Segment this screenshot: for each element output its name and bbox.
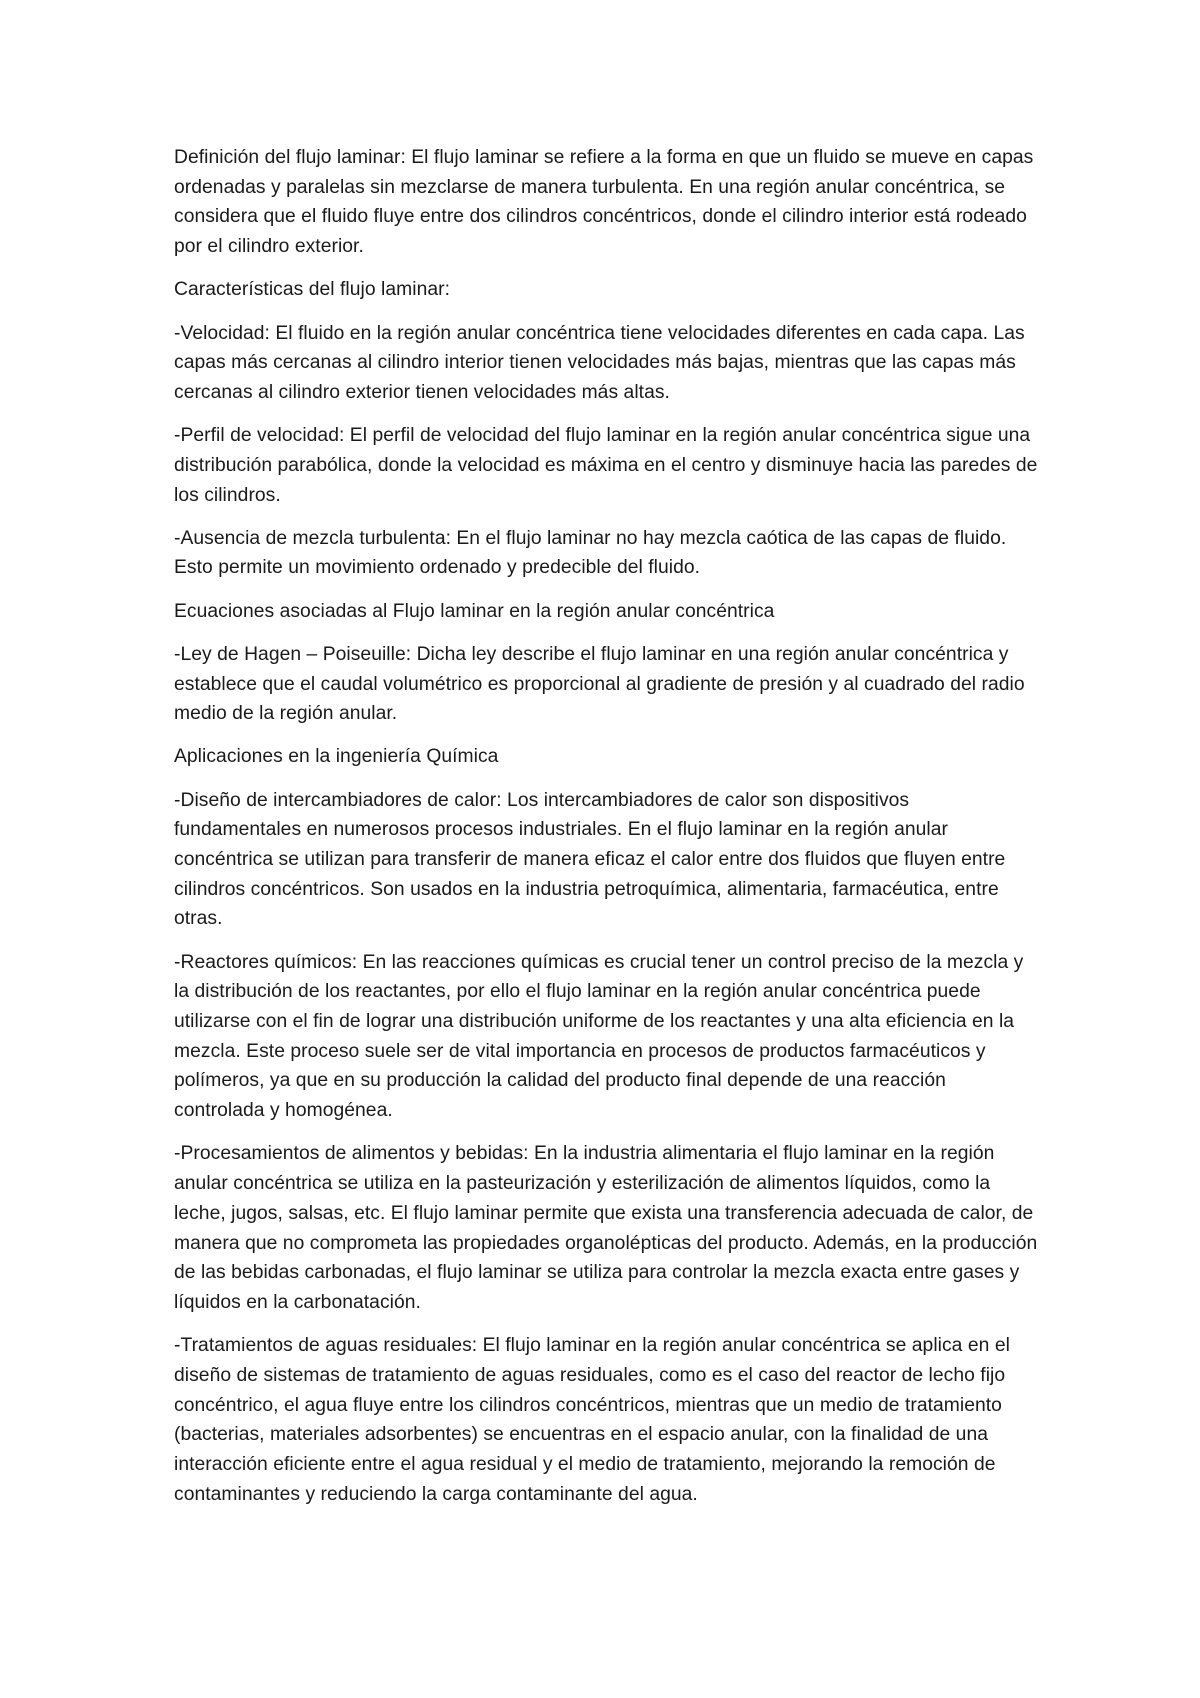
heading-characteristics: Características del flujo laminar:: [174, 279, 451, 301]
paragraph-no-turbulence: -Ausencia de mezcla turbulenta: En el flujo laminar no hay mezcla caótica de las capas de fluido. Esto permite un movimiento ordenado y predecible del fluido.: [174, 527, 1007, 579]
paragraph-heat-exchangers: -Diseño de intercambiadores de calor: Los intercambiadores de calor son dispositivos fundamentales en numerosos procesos industriales. En el flujo laminar en la región anular concéntrica se utilizan para transferir de manera eficaz el calor entre dos fluidos que fluyen entre cilindros concéntricos. Son usados en la industria petroquímica, alimentaria, farmacéutica, entre otras.: [174, 789, 1006, 930]
paragraph-food-processing: -Procesamientos de alimentos y bebidas: En la industria alimentaria el flujo laminar en la región anular concéntrica se utiliza en la pasteurización y esterilización de alimentos líquidos, como la leche, jugos, salsas, etc. El flujo laminar permite que exista una transferencia adecuada de calor, de manera que no comprometa las propiedades organolépticas del producto. Además, en la producción de las bebidas carbonadas, el flujo laminar se utiliza para controlar la mezcla exacta entre gases y líquidos en la carbonatación.: [174, 1143, 1038, 1313]
paragraph-definition: Definición del flujo laminar: El flujo laminar se refiere a la forma en que un fluido se mueve en capas ordenadas y paralelas sin mezclarse de manera turbulenta. En una región anular concéntrica, se considera que el fluido fluye entre dos cilindros concéntricos, donde el cilindro interior está rodeado por el cilindro exterior.: [174, 147, 1034, 258]
document-page: [174, 143, 1040, 1523]
paragraph-wastewater: -Tratamientos de aguas residuales: El flujo laminar en la región anular concéntrica se aplica en el diseño de sistemas de tratamiento de aguas residuales, como es el caso del reactor de lecho fijo concéntrico, el agua fluye entre los cilindros concéntricos, mientras que un medio de tratamiento (bacterias, materiales adsorbentes) se encuentras en el espacio anular, con la finalidad de una interacción eficiente entre el agua residual y el medio de tratamiento, mejorando la remoción de contaminantes y reduciendo la carga contaminante del agua.: [174, 1335, 1010, 1505]
heading-applications: Aplicaciones en la ingeniería Química: [174, 746, 499, 768]
heading-equations: Ecuaciones asociadas al Flujo laminar en la región anular concéntrica: [174, 600, 775, 622]
paragraph-velocity-profile: -Perfil de velocidad: El perfil de velocidad del flujo laminar en la región anular concéntrica sigue una distribución parabólica, donde la velocidad es máxima en el centro y disminuye hacia las paredes de los cilindros.: [174, 425, 1038, 506]
paragraph-chemical-reactors: -Reactores químicos: En las reacciones químicas es crucial tener un control preciso de la mezcla y la distribución de los reactantes, por ello el flujo laminar en la región anular concéntrica puede utilizarse con el fin de lograr una distribución uniforme de los reactantes y una alta eficiencia en la mezcla. Este proceso suele ser de vital importancia en procesos de productos farmacéuticos y polímeros, ya que en su producción la calidad del producto final depende de una reacción controlada y homogénea.: [174, 951, 1024, 1122]
paragraph-velocity: -Velocidad: El fluido en la región anular concéntrica tiene velocidades diferentes en cada capa. Las capas más cercanas al cilindro interior tienen velocidades más bajas, mientras que las capas más cercanas al cilindro exterior tienen velocidades más altas.: [174, 322, 1025, 403]
paragraph-hagen-poiseuille: -Ley de Hagen – Poiseuille: Dicha ley describe el flujo laminar en una región anular concéntrica y establece que el caudal volumétrico es proporcional al gradiente de presión y al cuadrado del radio medio de la región anular.: [174, 643, 1025, 725]
